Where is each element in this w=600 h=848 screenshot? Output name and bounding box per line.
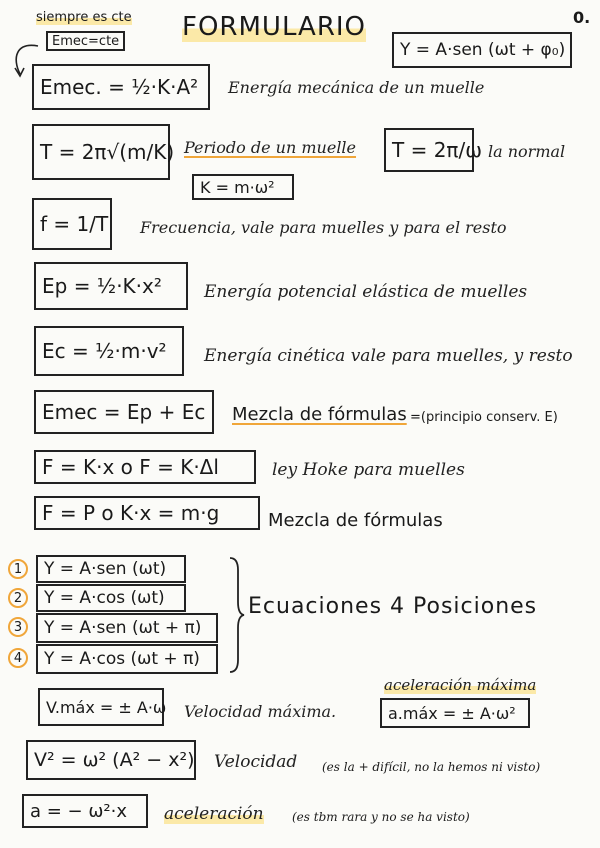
note-principio: =(principio conserv. E)	[410, 410, 558, 425]
number-circle-3: 3	[8, 617, 28, 637]
note-la-normal: la normal	[488, 142, 566, 161]
main-formula-box: Y = A·sen (ωt + φ₀)	[392, 32, 572, 68]
page-title: FORMULARIO	[182, 12, 367, 42]
emec-cte-box: Emec=cte	[46, 31, 125, 51]
formula-vmax: V.máx = ± A·ω	[38, 688, 164, 726]
note-ep: Energía potencial elástica de muelles	[204, 282, 528, 302]
note-siempre-cte: siempre es cte	[36, 10, 132, 25]
formula-hooke: F = K·x o F = K·Δl	[34, 450, 256, 484]
note-energia-mecanica: Energía mecánica de un muelle	[228, 78, 485, 97]
formula-velocidad: V² = ω² (A² − x²)	[26, 740, 196, 780]
formula-emec-muelle: Emec. = ½·K·A²	[32, 64, 210, 110]
equation-1: Y = A·sen (ωt)	[36, 555, 186, 583]
note-mezcla-1: Mezcla de fórmulas	[232, 404, 407, 425]
formula-emec-sum: Emec = Ep + Ec	[34, 390, 214, 434]
note-vmax: Velocidad máxima.	[184, 702, 337, 721]
equation-4: Y = A·cos (ωt + π)	[36, 644, 218, 674]
note-aceleracion: aceleración	[164, 804, 264, 824]
number-circle-1: 1	[8, 559, 28, 579]
note-mezcla-2: Mezcla de fórmulas	[268, 510, 443, 531]
equation-2: Y = A·cos (ωt)	[36, 584, 186, 612]
page-number: 0.	[573, 8, 591, 27]
note-periodo: Periodo de un muelle	[184, 138, 357, 157]
note-velocidad-extra: (es la + difícil, no la hemos ni visto)	[322, 760, 541, 774]
number-circle-4: 4	[8, 648, 28, 668]
amax-title: aceleración máxima	[384, 676, 537, 694]
note-hooke: ley Hoke para muelles	[272, 460, 465, 480]
equation-3: Y = A·sen (ωt + π)	[36, 613, 218, 643]
curly-brace-icon	[226, 556, 246, 674]
formula-frecuencia: f = 1/T	[32, 198, 112, 250]
formula-peso: F = P o K·x = m·g	[34, 496, 260, 530]
formula-aceleracion: a = − ω²·x	[22, 794, 148, 828]
equations-label: Ecuaciones 4 Posiciones	[248, 594, 538, 619]
number-circle-2: 2	[8, 588, 28, 608]
formula-ep: Ep = ½·K·x²	[34, 262, 188, 310]
note-ec: Energía cinética vale para muelles, y resto	[204, 346, 573, 366]
formula-amax: a.máx = ± A·ω²	[380, 698, 530, 728]
formula-ec: Ec = ½·m·v²	[34, 326, 184, 376]
note-velocidad: Velocidad	[214, 752, 298, 772]
formula-periodo-normal: T = 2π/ω	[384, 128, 474, 172]
formula-k: K = m·ω²	[192, 174, 294, 200]
note-frecuencia: Frecuencia, vale para muelles y para el resto	[140, 218, 507, 237]
note-aceleracion-extra: (es tbm rara y no se ha visto)	[292, 810, 470, 824]
formula-periodo-muelle: T = 2π√(m/K)	[32, 124, 170, 180]
